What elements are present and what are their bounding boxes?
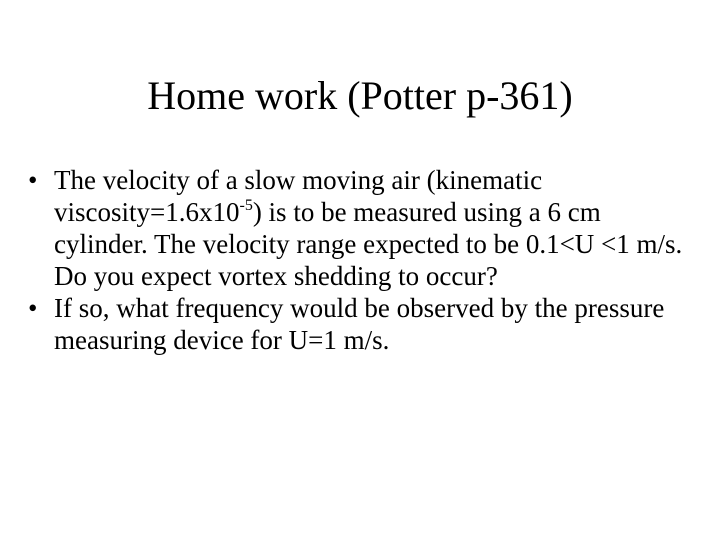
slide-title: Home work (Potter p-361) xyxy=(147,73,573,118)
bullet-text: If so, what frequency would be observed by the pressure measuring device for U=1 m/s. xyxy=(54,293,665,355)
bullet-text-part1: The velocity of a slow moving air (kinematic viscosity=1.6x10 xyxy=(54,165,543,227)
bullet-icon: • xyxy=(28,293,38,323)
bullet-item-velocity xyxy=(28,164,688,292)
bullet-icon: • xyxy=(28,165,38,195)
bullet-item-frequency xyxy=(28,292,688,356)
exponent-superscript: -5 xyxy=(239,197,253,214)
bullet-text-part2: ) is to be measured using a 6 cm cylinder. The velocity range expected to be 0.1<U <1 m/s. Do you expect vortex shedding to occur? xyxy=(54,197,683,291)
bullet-list xyxy=(28,164,688,356)
